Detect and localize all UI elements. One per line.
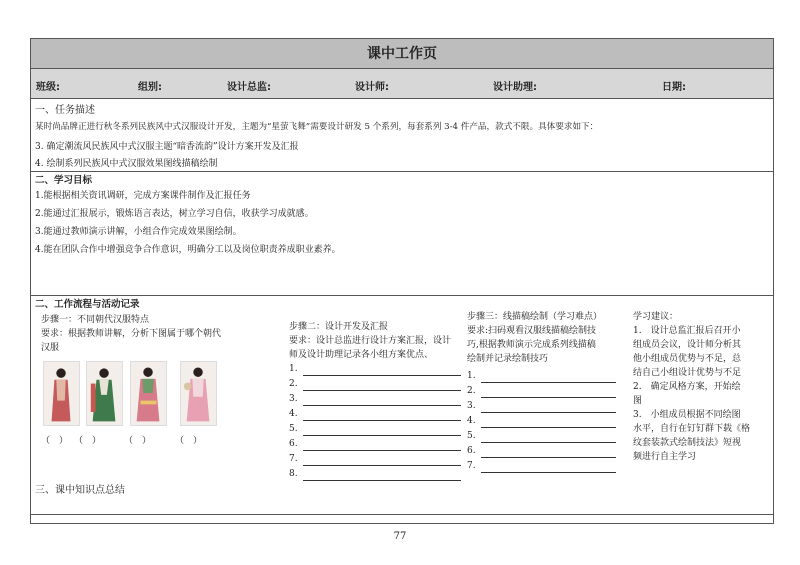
date-label: 日期: [662,82,686,93]
advice-line: 组成员会议，设计师分析其 [633,340,742,350]
step2-req-line1: 要求：设计总监进行设计方案汇报，设计 [289,336,452,346]
step2-title: 步骤二：设计开发及汇报 [289,322,389,332]
step2-req-line2: 师及设计助理记录各小组方案优点、 [289,350,434,360]
step1-req-line2: 汉服 [41,343,60,353]
worksheet [30,38,774,524]
step2-block [289,320,469,362]
step3-blank-row[interactable]: 3. [467,401,476,411]
answer-blank-1[interactable]: （ ） [41,436,69,446]
step3-blank-row[interactable]: 1. [467,371,476,381]
step2-blank-row[interactable]: 1. [289,364,298,374]
answer-blank-3[interactable]: （ ） [124,436,152,446]
hanfu-image-4 [180,361,217,426]
step2-blank-row[interactable]: 3. [289,394,298,404]
advice-line: 水平，自行在钉钉群下载《格 [633,424,751,434]
goals-heading: 二、学习目标 [35,175,93,186]
hanfu-image-1 [43,361,80,426]
advice-line: 结自己小组设计优势与不足 [633,368,742,378]
director-label: 设计总监: [227,82,271,93]
page-number: 77 [393,531,407,542]
step2-blank-row[interactable]: 8. [289,469,298,479]
advice-title: 学习建议： [633,312,679,322]
step2-blank-row[interactable]: 5. [289,424,298,434]
step3-req-line3: 绘制并记录绘制技巧 [467,354,549,364]
step2-blank-row[interactable]: 2. [289,379,298,389]
flow-section [31,296,773,515]
advice-line: 频进行自主学习 [633,452,697,462]
step3-blank-row[interactable]: 4. [467,416,476,426]
step3-req-line2: 巧,根据教师演示完成系列线描稿 [467,340,596,350]
class-label: 班级: [36,82,60,93]
page-title: 课中工作页 [31,39,773,69]
step3-req-line1: 要求:扫码观看汉服线描稿绘制技 [467,326,597,336]
hanfu-image-2 [86,361,123,426]
group-label: 组别: [138,82,162,93]
advice-line: 纹套装款式绘制技法》短视 [633,438,742,448]
step3-blank-row[interactable]: 5. [467,431,476,441]
task-section [31,99,773,172]
task-intro: 某时尚品牌正进行秋冬系列民族风中式汉服设计开发，主题为“星萤飞舞”需要设计研发 5 个系列，每套系列 3-4 件产品，款式不限。具体要求如下： [35,122,599,132]
step1-title: 步骤一：不同朝代汉服特点 [41,315,150,325]
goal-item: 2.能通过汇报展示，锻炼语言表达，树立学习自信，收获学习成就感。 [35,209,314,219]
goal-item: 1.能根据相关资讯调研，完成方案课件制作及汇报任务 [35,191,251,201]
advice-line: 图 [633,396,643,406]
task-item-3: 3. 确定潮流风民族风中式汉服主题“暗香流韵”设计方案开发及汇报 [35,142,299,152]
step2-blank-row[interactable]: 4. [289,409,298,419]
hanfu-image-3 [130,361,167,426]
advice-line: 1. 设计总监汇报后召开小 [633,326,741,336]
flow-heading: 二、工作流程与活动记录 [35,299,140,310]
advice-block [633,310,769,464]
designer-label: 设计师: [355,82,389,93]
advice-line: 2. 确定风格方案，开始绘 [633,382,741,392]
step1-block [41,313,271,355]
advice-line: 他小组成员优势与不足，总 [633,354,742,364]
task-heading: 一、任务描述 [35,105,95,116]
goal-item: 3.能通过教师演示讲解，小组合作完成效果图绘制。 [35,227,242,237]
answer-blank-2[interactable]: （ ） [74,436,102,446]
header-row [31,69,773,99]
step2-blank-row[interactable]: 7. [289,454,298,464]
step3-blank-row[interactable]: 6. [467,446,476,456]
step2-blank-row[interactable]: 6. [289,439,298,449]
advice-line: 3. 小组成员根据不同绘图 [633,410,741,420]
step1-req-line1: 要求：根据教师讲解，分析下图属于哪个朝代 [41,329,222,339]
answer-blank-4[interactable]: （ ） [175,436,203,446]
step3-blank-row[interactable]: 7. [467,461,476,471]
goals-section [31,172,773,296]
goal-item: 4.能在团队合作中增强竞争合作意识，明确分工以及岗位职责养成职业素养。 [35,245,341,255]
task-item-4: 4. 绘制系列民族风中式汉服效果图线描稿绘制 [35,159,218,169]
step3-block [467,310,627,366]
assistant-label: 设计助理: [493,82,537,93]
step3-blank-row[interactable]: 2. [467,386,476,396]
step3-title: 步骤三：线描稿绘制（学习难点） [467,312,603,322]
summary-heading: 三、课中知识点总结 [35,485,125,496]
